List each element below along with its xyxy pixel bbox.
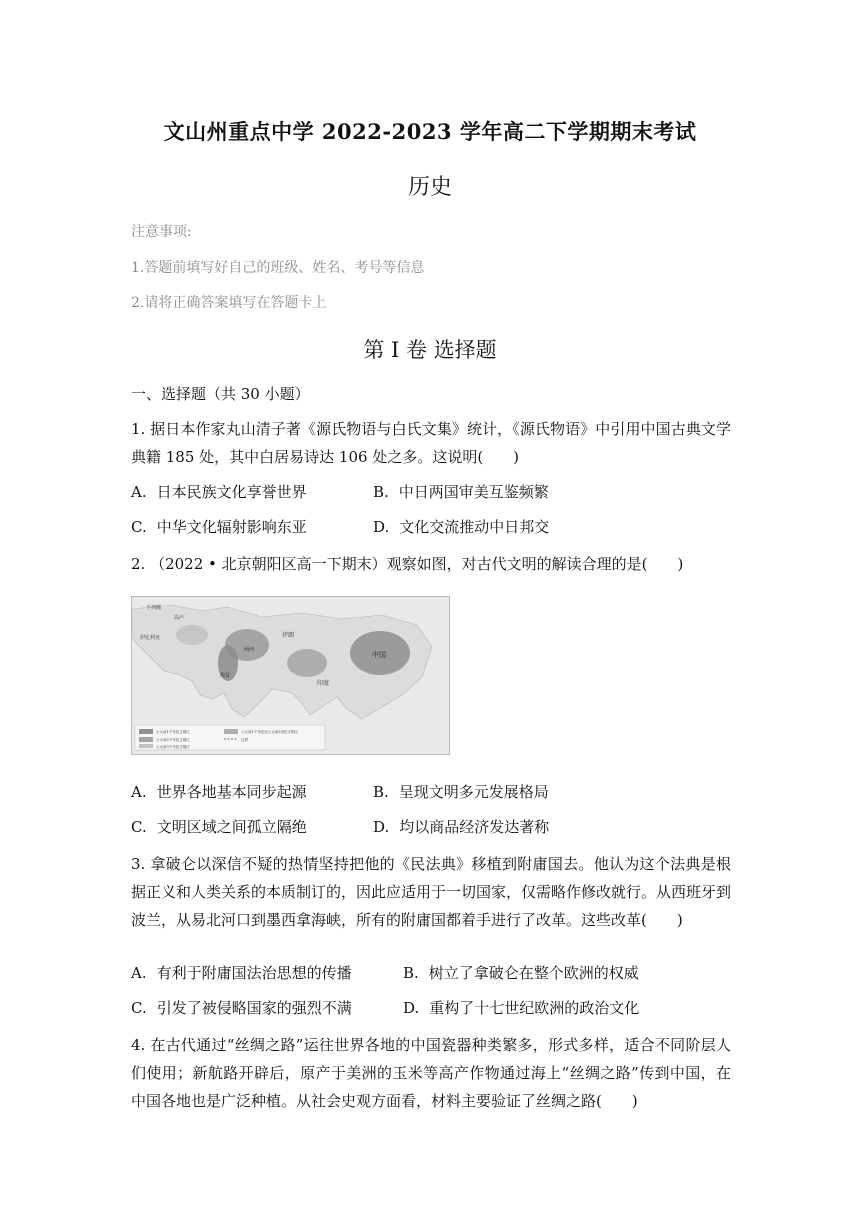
option-text: 文明区域之间孤立隔绝 [156, 818, 307, 836]
q2-option-b [373, 781, 549, 802]
q2-option-c [131, 816, 307, 837]
option-text: 树立了拿破仑在整个欧洲的权威 [428, 964, 639, 982]
legend-swatch [139, 729, 153, 734]
option-text: 中日两国审美互鉴频繁 [398, 483, 549, 501]
map-label: 伊朗 [282, 632, 295, 639]
option-text: 引发了被侵略国家的强烈不满 [156, 999, 352, 1017]
ancient-civilization-map [131, 596, 450, 755]
map-label: 中国 [372, 651, 386, 659]
option-letter: B. [373, 783, 389, 801]
question-2-text: 2. （2022 • 北京朝阳区高一下期末）观察如图，对古代文明的解读合理的是( ) [131, 555, 684, 573]
option-letter: C. [131, 999, 147, 1017]
option-letter: A. [131, 964, 147, 982]
q2-option-a [131, 781, 307, 802]
option-letter: A. [131, 783, 147, 801]
region-india [287, 649, 327, 677]
legend-entry: 公元前1千年纪至公元前5世纪文明区 [241, 730, 298, 734]
q3-option-a [131, 962, 352, 983]
part-label: 一、选择题（共 30 小题） [131, 385, 310, 403]
option-text: 有利于附庸国法治思想的传播 [156, 964, 352, 982]
map-label: 高卢 [174, 615, 185, 621]
q1-option-a [131, 481, 307, 502]
option-letter: C. [131, 818, 147, 836]
q2-option-d [373, 816, 549, 837]
option-letter: D. [373, 518, 390, 536]
exam-title: 文山州重点中学 2022-2023 学年高二下学期期末考试 [163, 119, 697, 144]
region-mediterranean [176, 625, 208, 645]
option-text: 呈现文明多元发展格局 [398, 783, 549, 801]
legend-swatch [224, 729, 238, 734]
map-figure [132, 597, 449, 754]
option-letter: B. [403, 964, 419, 982]
option-text: 文化交流推动中日邦交 [399, 518, 550, 536]
q1-option-b [373, 481, 549, 502]
option-letter: D. [373, 818, 390, 836]
option-text: 中华文化辐射影响东亚 [156, 518, 307, 536]
question-3-text: 3. 拿破仑以深信不疑的热情坚持把他的《民法典》移植到附庸国去。他认为这个法典是根据正义和人类关系的本质制订的，因此应适用于一切国家，仅需略作修改就行。从西班牙到波兰，从易北河口到墨西拿海峡，所有的附庸国都着手进行了改革。这些改革( ) [131, 855, 732, 929]
q1-option-d [373, 516, 549, 537]
legend-swatch [139, 737, 153, 742]
subject-title: 历史 [407, 175, 452, 200]
q1-option-c [131, 516, 307, 537]
legend-swatch [139, 744, 153, 748]
section-title: 第 I 卷 选择题 [363, 338, 497, 362]
legend-entry: 公元前2千年纪文明区 [156, 738, 190, 742]
map-label: 埃及 [220, 673, 231, 679]
legend-entry: 边界 [241, 738, 248, 742]
q3-option-b [403, 962, 639, 983]
map-label: 印度 [317, 680, 330, 687]
option-text: 重构了十七世纪欧洲的政治文化 [429, 999, 640, 1017]
option-text: 世界各地基本同步起源 [156, 783, 307, 801]
map-label: 两河 [244, 647, 255, 653]
option-text: 日本民族文化享誉世界 [156, 483, 307, 501]
notice-item-2: 2.请将正确答案填写在答题卡上 [131, 295, 327, 311]
notice-item-1: 1.答题前填写好自己的班级、姓名、考号等信息 [131, 260, 425, 276]
legend-entry: 公元前1千年纪文明区 [156, 730, 190, 734]
question-4-text: 4. 在古代通过“丝绸之路”运往世界各地的中国瓷器种类繁多，形式多样，适合不同阶层人们使用；新航路开辟后，原产于美洲的玉米等高产作物通过海上“丝绸之路”传到中国，在中国各地也是广泛种植。从社会史观方面看，材料主要验证了丝绸之路( ) [131, 1036, 731, 1110]
map-label: 伊比利亚 [140, 635, 161, 641]
notice-heading: 注意事项: [131, 224, 192, 240]
map-label: 不列颠 [146, 605, 162, 611]
legend-entry: 公元前3千年纪文明区 [156, 745, 190, 749]
q3-option-c [131, 997, 352, 1018]
question-1-text: 1. 据日本作家丸山清子著《源氏物语与白氏文集》统计，《源氏物语》中引用中国古典文学典籍 185 处，其中白居易诗达 106 处之多。这说明( ) [131, 420, 731, 466]
option-letter: A. [131, 483, 147, 501]
option-letter: B. [373, 483, 389, 501]
option-text: 均以商品经济发达著称 [399, 818, 550, 836]
option-letter: D. [403, 999, 420, 1017]
option-letter: C. [131, 518, 147, 536]
q3-option-d [403, 997, 639, 1018]
